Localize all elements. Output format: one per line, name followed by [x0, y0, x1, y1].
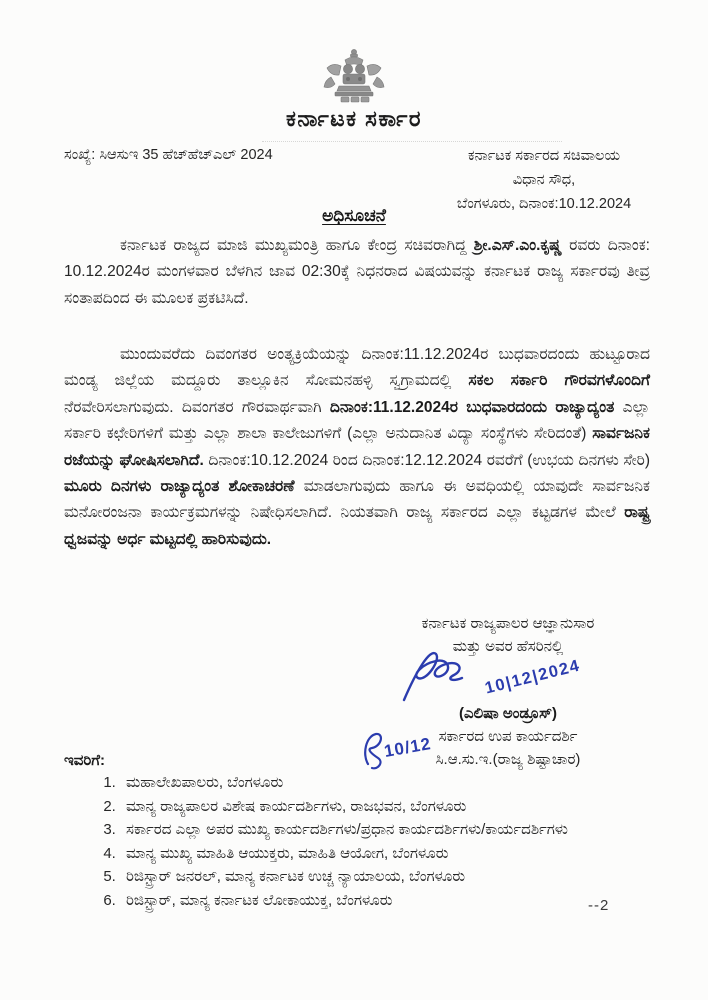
para2-text: ಮಾಡಲಾಗುವುದು ಹಾಗೂ ಈ ಅವಧಿಯಲ್ಲಿ ಯಾವುದೇ ಸಾರ್ವಜನಿಕ ಮನೋರಂಜನಾ ಕಾರ್ಯಕ್ರಮಗಳನ್ನು ನಿಷೇಧಿಸಲಾಗಿದೆ. ನಿಯತವಾಗಿ ರಾಜ್ಯ ಸರ್ಕಾರದ ಎಲ್ಲಾ ಕಟ್ಟಡಗಳ ಮೇಲೆ	[64, 478, 650, 522]
para2-bold-mourning: ಮೂರು ದಿನಗಳು ರಾಜ್ಯಾದ್ಯಂತ ಶೋಕಾಚರಣೆ	[64, 478, 295, 496]
scan-artifact-line	[262, 141, 562, 142]
recipients-list	[64, 772, 584, 911]
authority-line: ಮತ್ತು ಅವರ ಹೆಸರಿನಲ್ಲಿ	[452, 638, 564, 655]
recipient-item: 3. ಸರ್ಕಾರದ ಎಲ್ಲಾ ಅಪರ ಮುಖ್ಯ ಕಾರ್ಯದರ್ಶಿಗಳು/ಪ್ರಧಾನ ಕಾರ್ಯದರ್ಶಿಗಳು/ಕಾರ್ಯದರ್ಶಿಗಳು	[120, 819, 584, 840]
handwritten-signature-ink	[396, 644, 496, 709]
recipient-item: 4. ಮಾನ್ಯ ಮುಖ್ಯ ಮಾಹಿತಿ ಆಯುಕ್ತರು, ಮಾಹಿತಿ ಆಯೋಗ, ಬೆಂಗಳೂರು	[120, 843, 584, 864]
signatory-name: (ಎಲಿಷಾ ಅಂಡ್ರೂಸ್)	[459, 705, 557, 722]
recipient-item: 6. ರಿಜಿಸ್ಟ್ರಾರ್, ಮಾನ್ಯ ಕರ್ನಾಟಕ ಲೋಕಾಯುಕ್ತ, ಬೆಂಗಳೂರು	[120, 890, 584, 911]
paragraph-arrangements	[64, 342, 650, 553]
para2-bold-honours: ಸಕಲ ಸರ್ಕಾರಿ ಗೌರವಗಳೊಂದಿಗೆ	[468, 372, 650, 390]
recipient-item: 5. ರಿಜಿಸ್ಟ್ರಾರ್ ಜನರಲ್, ಮಾನ್ಯ ಕರ್ನಾಟಕ ಉಚ್ಚ ನ್ಯಾಯಾಲಯ, ಬೆಂಗಳೂರು	[120, 866, 584, 887]
distribution-label: ಇವರಿಗೆ:	[64, 752, 106, 769]
signature-area	[352, 658, 664, 702]
recipient-item: 1. ಮಹಾಲೇಖಪಾಲರು, ಬೆಂಗಳೂರು	[120, 772, 584, 793]
office-line-secretariat: ಕರ್ನಾಟಕ ಸರ್ಕಾರದ ಸಚಿವಾಲಯ	[468, 148, 620, 164]
karnataka-state-emblem-icon	[0, 46, 708, 108]
initial-mark-date: 10/12	[382, 734, 433, 761]
para2-bold-date: ದಿನಾಂಕ:11.12.2024ರ ಬುಧವಾರದಂದು ರಾಜ್ಯಾದ್ಯಂತ	[329, 398, 615, 416]
authority-line: ಕರ್ನಾಟಕ ರಾಜ್ಯಪಾಲರ ಆಜ್ಞಾನುಸಾರ	[421, 615, 595, 632]
para2-bold-flag: ರಾಷ್ಟ್ರ ಧ್ವಜವನ್ನು ಅರ್ಧ ಮಟ್ಟದಲ್ಲಿ ಹಾರಿಸುವುದು.	[64, 504, 650, 548]
distribution-list	[64, 752, 584, 913]
paragraph-announcement	[64, 233, 650, 312]
reference-number: ಸಂಖ್ಯೆ: ಸಿಆಸುಇ 35 ಹೆಚ್‌ಹೆಚ್‌ಎಲ್ 2024	[64, 147, 273, 163]
handwritten-signature-date: 10|12|2024	[483, 656, 583, 698]
para1-name-bold: ಶ್ರೀ.ಎಸ್.ಎಂ.ಕೃಷ್ಣ	[473, 237, 562, 254]
para2-text: ನೆರವೇರಿಸಲಾಗುವುದು. ದಿವಂಗತರ ಗೌರವಾರ್ಥವಾಗಿ	[64, 398, 330, 416]
para2-text: ಮುಂದುವರೆದು ದಿವಂಗತರ ಅಂತ್ಯಕ್ರಿಯೆಯನ್ನು ದಿನಾಂಕ:11.12.2024ರ ಬುಧವಾರದಂದು ಹುಟ್ಟೂರಾದ ಮಂಡ್ಯ ಜಿಲ್ಲೆಯ ಮದ್ದೂರು ತಾಲ್ಲೂಕಿನ ಸೋಮನಹಳ್ಳಿ ಸ್ವಗ್ರಾಮದಲ್ಲಿ	[64, 346, 650, 390]
para1-text: ರವರು ದಿನಾಂಕ: 10.12.2024ರ ಮಂಗಳವಾರ ಬೆಳಗಿನ ಜಾವ 02:30ಕ್ಕೆ ನಿಧನರಾದ ವಿಷಯವನ್ನು ಕರ್ನಾಟಕ ರಾಜ್ಯ ಸರ್ಕಾರವು ತೀವ್ರ ಸಂತಾಪದಿಂದ ಈ ಮೂಲಕ ಪ್ರಕಟಿಸಿದೆ.	[64, 237, 650, 307]
signatory-department: ಸಿ.ಆ.ಸು.ಇ.(ರಾಜ್ಯ ಶಿಷ್ಟಾಚಾರ)	[435, 751, 581, 768]
para2-bold-holiday: ಸಾರ್ವಜನಿಕ ರಜೆಯನ್ನು ಘೋಷಿಸಲಾಗಿದೆ.	[64, 425, 650, 469]
signatory-designation: ಸರ್ಕಾರದ ಉಪ ಕಾರ್ಯದರ್ಶಿ	[438, 728, 578, 745]
office-line-date: ಬೆಂಗಳೂರು, ದಿನಾಂಕ:10.12.2024	[456, 196, 632, 212]
para2-text: ದಿನಾಂಕ:10.12.2024 ರಿಂದ ದಿನಾಂಕ:12.12.2024 ರವರೆಗೆ (ಉಭಯ ದಿನಗಳು ಸೇರಿ)	[203, 451, 651, 469]
government-title: ಕರ್ನಾಟಕ ಸರ್ಕಾರ	[285, 106, 423, 131]
recipient-item: 2. ಮಾನ್ಯ ರಾಜ್ಯಪಾಲರ ವಿಶೇಷ ಕಾರ್ಯದರ್ಶಿಗಳು, ರಾಜಭವನ, ಬೆಂಗಳೂರು	[120, 796, 584, 817]
page-number: --2	[588, 897, 610, 914]
notification-heading: ಅಧಿಸೂಚನೆ	[322, 206, 386, 225]
para1-text: ಕರ್ನಾಟಕ ರಾಜ್ಯದ ಮಾಜಿ ಮುಖ್ಯಮಂತ್ರಿ ಹಾಗೂ ಕೇಂದ್ರ ಸಚಿವರಾಗಿದ್ದ	[120, 237, 474, 254]
office-line-vidhana-soudha: ವಿಧಾನ ಸೌಧ,	[512, 172, 576, 188]
para2-text: ಎಲ್ಲಾ ಸರ್ಕಾರಿ ಕಛೇರಿಗಳಿಗೆ ಮತ್ತು ಎಲ್ಲಾ ಶಾಲಾ ಕಾಲೇಜುಗಳಿಗೆ (ಎಲ್ಲಾ ಅನುದಾನಿತ ವಿದ್ಯಾ ಸಂಸ್ಥೆಗಳು ಸೇರಿದಂತೆ)	[64, 398, 650, 443]
